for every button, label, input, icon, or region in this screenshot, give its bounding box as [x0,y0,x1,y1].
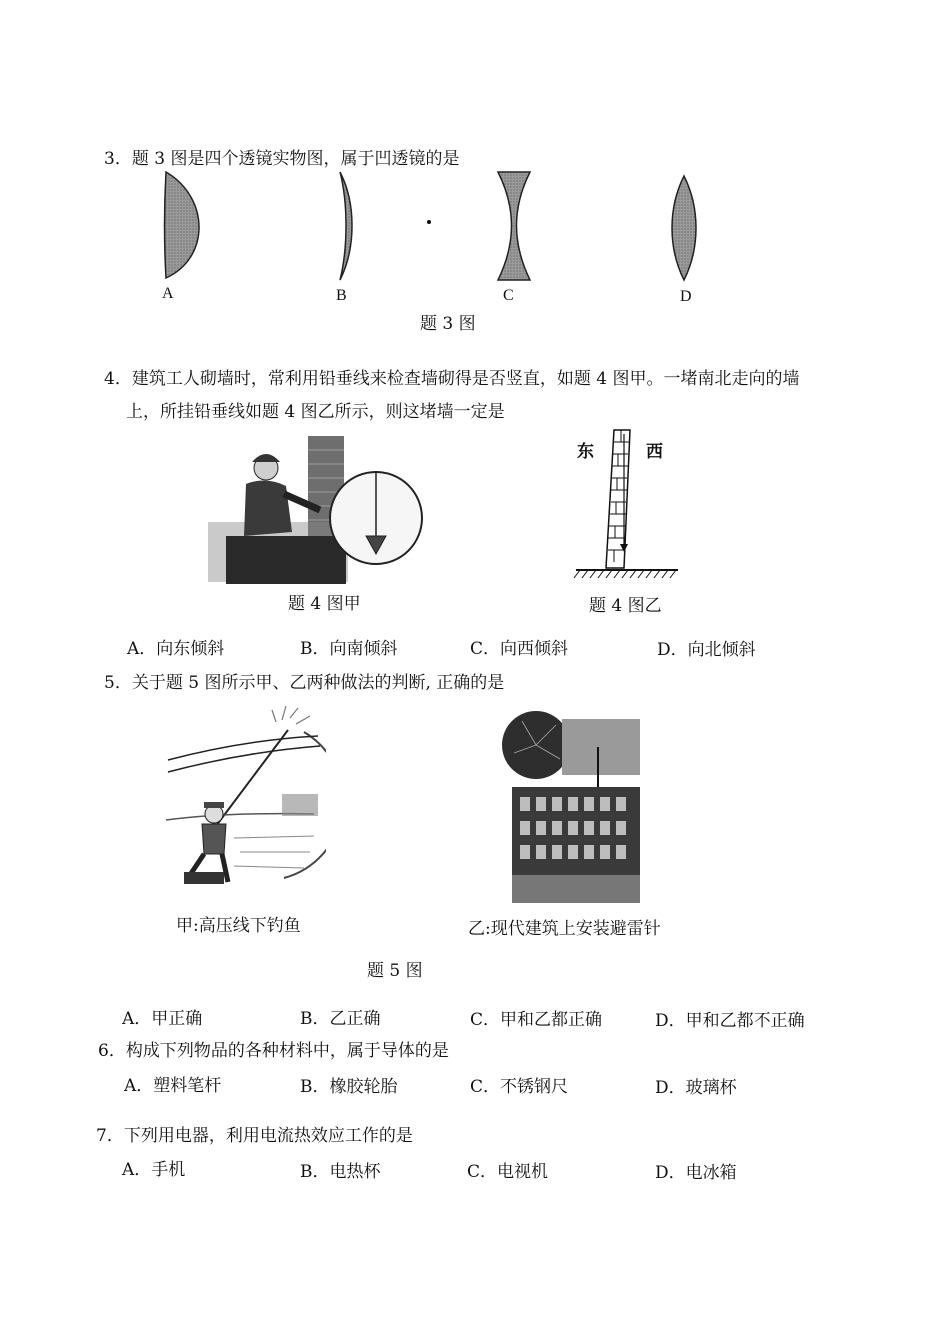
lens-label-c: C [503,287,514,304]
question-7-text: 7．下列用电器，利用电流热效应工作的是 [96,1126,413,1146]
q5-option-c[interactable]: C．甲和乙都正确 [470,1010,603,1030]
figure-3-caption: 题 3 图 [420,314,476,334]
q6-option-d[interactable]: D．玻璃杯 [655,1078,737,1098]
q4-option-a[interactable]: A．向东倾斜 [127,639,225,659]
q4-option-c[interactable]: C．向西倾斜 [470,639,569,659]
q7-option-d[interactable]: D．电冰箱 [655,1163,737,1183]
question-4-line1: 4．建筑工人砌墙时，常利用铅垂线来检查墙砌得是否竖直，如题 4 图甲。一堵南北走向的墙 [104,369,800,389]
q5-option-b[interactable]: B．乙正确 [300,1009,381,1029]
figure-5b-caption: 乙:现代建筑上安装避雷针 [468,919,661,939]
q6-option-b[interactable]: B．橡胶轮胎 [300,1077,398,1097]
figure-4a-caption: 题 4 图甲 [288,594,361,614]
lens-figure [150,168,710,286]
direction-east-label: 东 [577,442,594,462]
q6-option-c[interactable]: C．不锈钢尺 [470,1077,569,1097]
lens-d-shape [672,176,696,280]
q4-option-d[interactable]: D．向北倾斜 [657,640,756,660]
q4-option-b[interactable]: B．向南倾斜 [300,639,398,659]
figure-5b-illustration [502,707,642,905]
lens-a-shape [165,172,200,278]
figure-5-caption: 题 5 图 [367,961,423,981]
lens-b-shape [340,172,352,280]
lens-c-shape [498,172,530,280]
lens-label-b: B [336,287,347,304]
lens-label-a: A [162,285,174,302]
figure-4b-diagram [570,428,682,580]
figure-4a-illustration [208,432,440,592]
figure-5a-caption: 甲:高压线下钓鱼 [176,916,301,936]
question-3-text: 3．题 3 图是四个透镜实物图，属于凹透镜的是 [104,149,460,169]
figure-4b-caption: 题 4 图乙 [589,596,662,616]
direction-west-label: 西 [646,442,663,462]
q7-option-b[interactable]: B．电热杯 [300,1162,381,1182]
q5-option-a[interactable]: A．甲正确 [122,1009,203,1029]
question-4-line2: 上，所挂铅垂线如题 4 图乙所示，则这堵墙一定是 [126,402,505,422]
figure-5a-illustration [164,702,326,892]
tilted-wall [606,430,630,568]
stray-dot [427,220,431,224]
q7-option-c[interactable]: C．电视机 [467,1162,549,1182]
lens-label-d: D [680,288,692,305]
question-5-text: 5．关于题 5 图所示甲、乙两种做法的判断, 正确的是 [104,673,505,693]
q5-option-d[interactable]: D．甲和乙都不正确 [655,1011,805,1031]
q6-option-a[interactable]: A．塑料笔杆 [124,1076,222,1096]
question-6-text: 6．构成下列物品的各种材料中，属于导体的是 [98,1041,449,1061]
q7-option-a[interactable]: A．手机 [122,1160,186,1180]
